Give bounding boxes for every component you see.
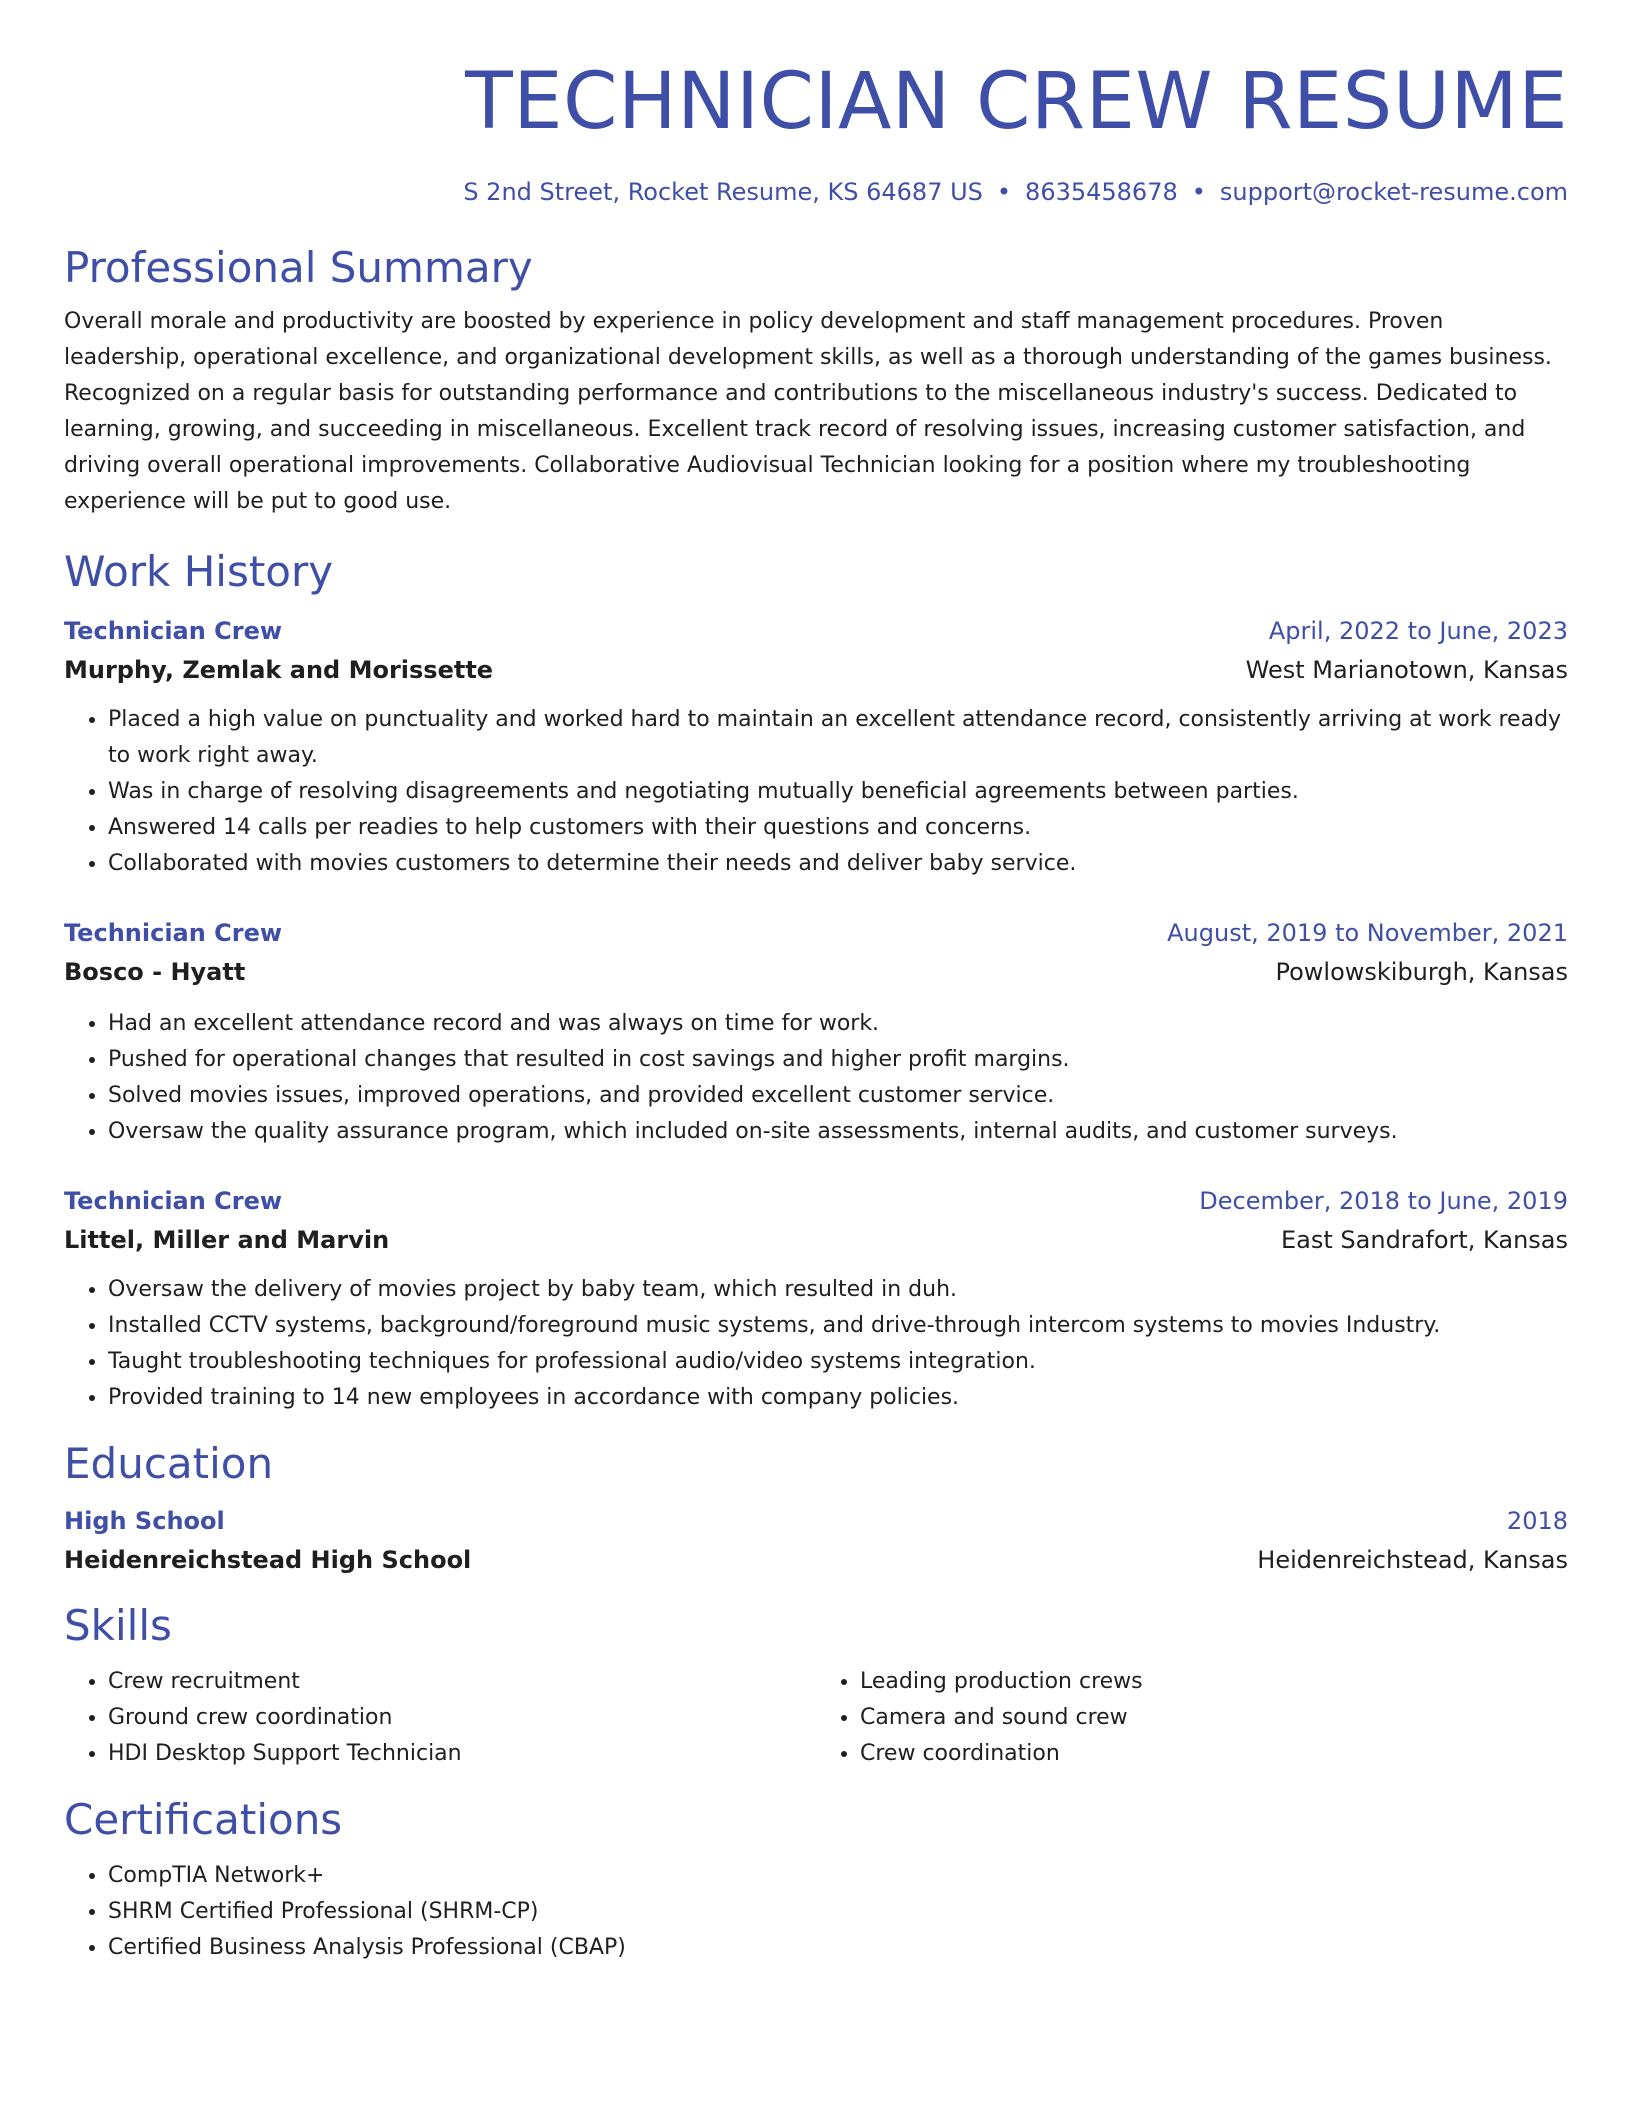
job-bullets: [64, 702, 1568, 882]
section-title-summary: Professional Summary: [64, 243, 533, 292]
summary-text: Overall morale and productivity are boosted by experience in policy development and staff management procedures. Proven leadership, operational excellence, and organizational development skills, as well as a thorough understanding of the games business. Recognized on a regular basis for outstanding performance and contributions to the miscellaneous industry's success. Dedicated to learning, growing, and succeeding in miscellaneous. Excellent track record of resolving issues, increasing customer satisfaction, and driving overall operational improvements. Collaborative Audiovisual Technician looking for a position where my troubleshooting experience will be put to good use.: [64, 309, 1552, 514]
job-company: Bosco - Hyatt: [64, 958, 246, 986]
list-item: • Provided training to 14 new employees in accordance with company policies.: [108, 1380, 1568, 1416]
list-item: • Solved movies issues, improved operations, and provided excellent customer service.: [108, 1078, 1568, 1114]
list-item: • Taught troubleshooting techniques for professional audio/video systems integration.: [108, 1344, 1568, 1380]
job-entry: [64, 612, 1568, 882]
job-location: East Sandrafort, Kansas: [1281, 1226, 1568, 1254]
list-item: • Crew recruitment: [108, 1664, 816, 1700]
job-bullets: [64, 1006, 1568, 1150]
section-title-skills: Skills: [64, 1601, 172, 1650]
list-item: • Crew coordination: [860, 1736, 1568, 1772]
list-item: • Had an excellent attendance record and was always on time for work.: [108, 1006, 1568, 1042]
skills-list-right: [816, 1664, 1568, 1772]
resume-header: [64, 0, 1568, 208]
education-location: Heidenreichstead, Kansas: [1257, 1546, 1568, 1574]
list-item: • Installed CCTV systems, background/foreground music systems, and drive-through intercom systems to movies Industry.: [108, 1308, 1568, 1344]
phone-text: 8635458678: [1025, 178, 1178, 206]
education-year: 2018: [1506, 1507, 1568, 1535]
list-item: • Ground crew coordination: [108, 1700, 816, 1736]
job-title: Technician Crew: [64, 919, 283, 947]
list-item: • HDI Desktop Support Technician: [108, 1736, 816, 1772]
education-school: Heidenreichstead High School: [64, 1546, 472, 1574]
list-item: • Answered 14 calls per readies to help customers with their questions and concerns.: [108, 810, 1568, 846]
list-item: • Leading production crews: [860, 1664, 1568, 1700]
skills-list-left: [64, 1664, 816, 1772]
section-title-work: Work History: [64, 547, 334, 596]
job-title: Technician Crew: [64, 617, 283, 645]
contact-line: [64, 176, 1568, 208]
summary-section: [64, 242, 1568, 520]
job-location: Powlowskiburgh, Kansas: [1275, 958, 1568, 986]
list-item: • Was in charge of resolving disagreements and negotiating mutually beneficial agreements between parties.: [108, 774, 1568, 810]
job-dates: December, 2018 to June, 2019: [1199, 1187, 1568, 1215]
list-item: • Oversaw the delivery of movies project by baby team, which resulted in duh.: [108, 1272, 1568, 1308]
job-entry: [64, 914, 1568, 1150]
list-item: • Collaborated with movies customers to determine their needs and deliver baby service.: [108, 846, 1568, 882]
section-title-education: Education: [64, 1439, 274, 1488]
job-company: Littel, Miller and Marvin: [64, 1226, 390, 1254]
address-text: S 2nd Street, Rocket Resume, KS 64687 US: [463, 178, 983, 206]
job-dates: August, 2019 to November, 2021: [1167, 919, 1568, 947]
list-item: • Oversaw the quality assurance program, which included on-site assessments, internal audits, and customer surveys.: [108, 1114, 1568, 1150]
section-title-certifications: Certifications: [64, 1795, 343, 1844]
job-company: Murphy, Zemlak and Morissette: [64, 656, 494, 684]
separator-dot: •: [1191, 178, 1206, 206]
list-item: • CompTIA Network+: [108, 1858, 1568, 1894]
email-link[interactable]: support@rocket-resume.com: [1219, 178, 1568, 206]
list-item: • SHRM Certified Professional (SHRM-CP): [108, 1894, 1568, 1930]
job-bullets: [64, 1272, 1568, 1416]
list-item: • Certified Business Analysis Professional (CBAP): [108, 1930, 1568, 1966]
education-section: [64, 1438, 1568, 1580]
page-title: TECHNICIAN CREW RESUME: [465, 57, 1568, 147]
list-item: • Placed a high value on punctuality and worked hard to maintain an excellent attendance record, consistently arriving at work ready to work right away.: [108, 702, 1568, 774]
job-dates: April, 2022 to June, 2023: [1268, 617, 1568, 645]
certifications-list: [64, 1858, 1568, 1966]
list-item: • Camera and sound crew: [860, 1700, 1568, 1736]
certifications-section: [64, 1794, 1568, 1966]
job-entry: [64, 1182, 1568, 1416]
job-title: Technician Crew: [64, 1187, 283, 1215]
separator-dot: •: [996, 178, 1012, 206]
education-degree: High School: [64, 1507, 225, 1535]
job-location: West Marianotown, Kansas: [1245, 656, 1568, 684]
work-section: [64, 546, 1568, 1416]
list-item: • Pushed for operational changes that resulted in cost savings and higher profit margins.: [108, 1042, 1568, 1078]
skills-section: [64, 1600, 1568, 1772]
